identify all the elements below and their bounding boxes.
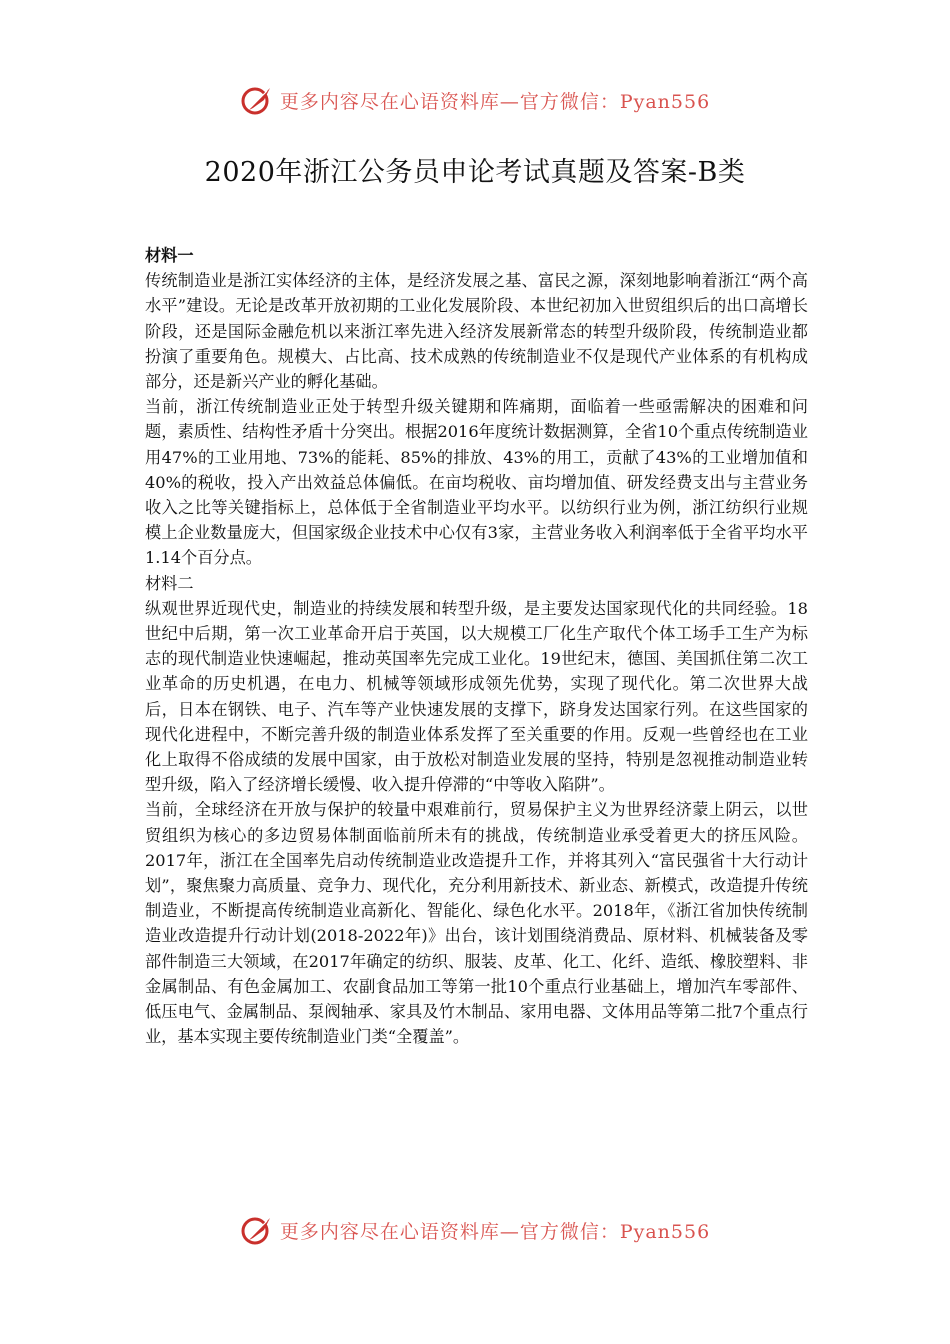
paragraph: 当前，浙江传统制造业正处于转型升级关键期和阵痛期，面临着一些亟需解决的困难和问题，素质性、结构性矛盾十分突出。根据2016年度统计数据测算，全省10个重点传统制造业用47%的工业用地、73%的能耗、85%的排放、43%的用工，贡献了43%的工业增加值和40%的税收，投入产出效益总体偏低。在亩均税收、亩均增加值、研发经费支出与主营业务收入之比等关键指标上，总体低于全省制造业平均水平。以纺织行业为例，浙江纺织行业规模上企业数量庞大，但国家级企业技术中心仅有3家，主营业务收入利润率低于全省平均水平1.14个百分点。 [145, 397, 808, 568]
document-title: 2020年浙江公务员申论考试真题及答案-B类 [204, 157, 746, 188]
feather-pen-logo-icon [240, 1213, 274, 1247]
feather-pen-logo-icon [240, 83, 274, 117]
footer-watermark-banner [0, 1210, 950, 1250]
document-body [145, 243, 808, 1050]
paragraph: 纵观世界近现代史，制造业的持续发展和转型升级，是主要发达国家现代化的共同经验。18世纪中后期，第一次工业革命开启于英国，以大规模工厂化生产取代个体工场手工生产为标志的现代制造业快速崛起，推动英国率先完成工业化。19世纪末，德国、美国抓住第二次工业革命的历史机遇，在电力、机械等领域形成领先优势，实现了现代化。第二次世界大战后，日本在钢铁、电子、汽车等产业快速发展的支撑下，跻身发达国家行列。在这些国家的现代化进程中，不断完善升级的制造业体系发挥了至关重要的作用。反观一些曾经也在工业化上取得不俗成绩的发展中国家，由于放松对制造业发展的坚持，特别是忽视推动制造业转型升级，陷入了经济增长缓慢、收入提升停滞的“中等收入陷阱”。 [145, 598, 808, 795]
section-heading: 材料二 [145, 573, 194, 593]
header-watermark-banner [0, 80, 950, 120]
paragraph: 当前，全球经济在开放与保护的较量中艰难前行，贸易保护主义为世界经济蒙上阴云，以世贸组织为核心的多边贸易体制面临前所未有的挑战，传统制造业承受着更大的挤压风险。2017年，浙江在全国率先启动传统制造业改造提升工作，并将其列入“富民强省十大行动计划”，聚焦聚力高质量、竞争力、现代化，充分利用新技术、新业态、新模式，改造提升传统制造业，不断提高传统制造业高新化、智能化、绿色化水平。2018年，《浙江省加快传统制造业改造提升行动计划(2018-2022年)》出台，该计划围绕消费品、原材料、机械装备及零部件制造三大领域，在2017年确定的纺织、服装、皮革、化工、化纤、造纸、橡胶塑料、非金属制品、有色金属加工、农副食品加工等第一批10个重点行业基础上，增加汽车零部件、低压电气、金属制品、泵阀轴承、家具及竹木制品、家用电器、文体用品等第二批7个重点行业，基本实现主要传统制造业门类“全覆盖”。 [145, 800, 808, 1047]
paragraph: 传统制造业是浙江实体经济的主体，是经济发展之基、富民之源，深刻地影响着浙江“两个高水平”建设。无论是改革开放初期的工业化发展阶段、本世纪初加入世贸组织后的出口高增长阶段，还是国际金融危机以来浙江率先进入经济发展新常态的转型升级阶段，传统制造业都扮演了重要角色。规模大、占比高、技术成熟的传统制造业不仅是现代产业体系的有机构成部分，还是新兴产业的孵化基础。 [145, 271, 808, 392]
banner-text: 更多内容尽在心语资料库—官方微信：Pyan556 [279, 1220, 711, 1243]
section-heading: 材料一 [145, 246, 194, 265]
banner-text: 更多内容尽在心语资料库—官方微信：Pyan556 [279, 90, 711, 113]
